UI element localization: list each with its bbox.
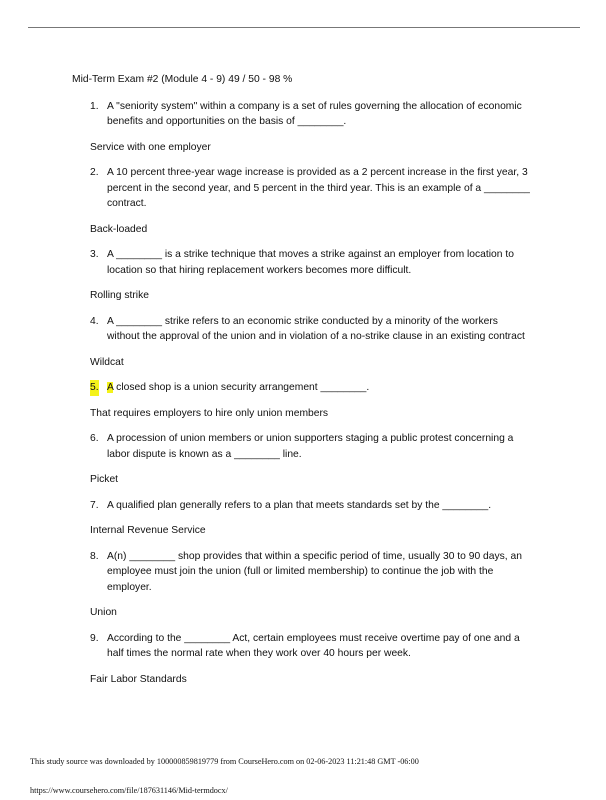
question-number: 5. (90, 380, 99, 396)
question-number: 6. (90, 433, 99, 444)
question-9 (90, 631, 532, 662)
question-5 (90, 380, 532, 396)
question-number: 9. (90, 632, 99, 644)
answer-2: Back-loaded (90, 223, 148, 235)
answer-3: Rolling strike (90, 290, 149, 301)
question-2 (90, 165, 532, 212)
question-number: 8. (90, 550, 99, 562)
question-number: 4. (90, 315, 99, 327)
document-body (72, 72, 532, 697)
question-number: 1. (90, 100, 99, 112)
top-divider (28, 27, 580, 28)
question-4 (90, 314, 532, 345)
answer-5: That requires employers to hire only union members (90, 407, 329, 419)
question-number: 7. (90, 499, 99, 511)
question-text: A qualified plan generally refers to a plan that meets standards set by the ________. (107, 499, 492, 511)
answer-1: Service with one employer (90, 141, 211, 153)
question-8 (90, 549, 532, 596)
source-url[interactable]: https://www.coursehero.com/file/187631146/Mid-termdocx/ (30, 786, 228, 795)
question-text: A ________ strike refers to an economic strike conducted by a minority of the workers without the approval of the union and in violation of a no-strike clause in an existing contract (107, 315, 525, 342)
question-text: A(n) ________ shop provides that within a specific period of time, usually 30 to 90 days, an employee must join the union (full or limited membership) to continue the job with the employer. (107, 550, 522, 593)
question-7 (90, 498, 532, 514)
download-source-note: This study source was downloaded by 100000859819779 from CourseHero.com on 02-06-2023 11:21:48 GMT -06:00 (30, 757, 419, 766)
question-1 (90, 99, 532, 130)
question-text: A procession of union members or union supporters staging a public protest concerning a labor dispute is known as a ________ line. (107, 433, 514, 460)
question-number: 2. (90, 167, 99, 178)
answer-8: Union (90, 607, 117, 618)
question-number: 3. (90, 249, 99, 260)
question-text: A ________ is a strike technique that moves a strike against an employer from location to location so that hiring replacement workers becomes more difficult. (107, 249, 514, 276)
answer-4: Wildcat (90, 356, 124, 368)
answer-9: Fair Labor Standards (90, 673, 187, 685)
highlighted-text: A (107, 382, 114, 393)
exam-title: Mid-Term Exam #2 (Module 4 - 9) 49 / 50 - 98 % (72, 74, 293, 85)
question-text: According to the ________ Act, certain employees must receive overtime pay of one and a half times the normal rate when they work over 40 hours per week. (107, 632, 520, 659)
question-text: closed shop is a union security arrangement ________. (113, 382, 370, 393)
question-6 (90, 431, 532, 462)
question-text: A 10 percent three-year wage increase is provided as a 2 percent increase in the first year, 3 percent in the second year, and 5 percent in the third year. This is an example of a ________ contract. (107, 167, 530, 209)
answer-7: Internal Revenue Service (90, 525, 206, 536)
question-3 (90, 247, 532, 278)
answer-6: Picket (90, 474, 119, 485)
question-text: A "seniority system" within a company is a set of rules governing the allocation of economic benefits and opportunities on the basis of ________. (107, 100, 522, 127)
